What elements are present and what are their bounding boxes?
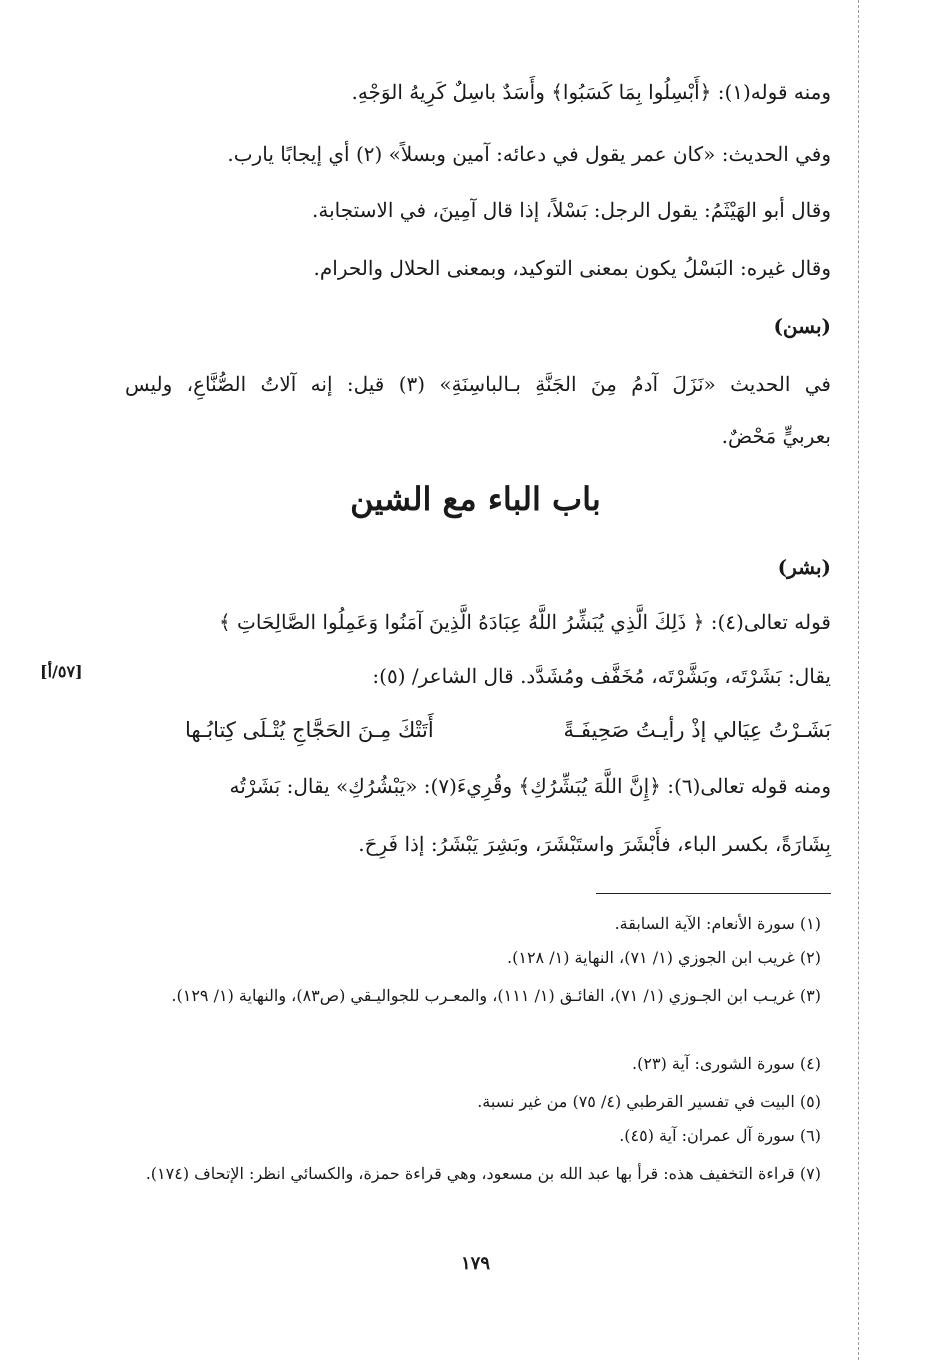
body-line: بِشَارَةً، بكسر الباء، فأَبْشَرَ واستَبْشَرَ، وبَشِرَ يَبْشَرُ: إذا فَرِحَ. bbox=[358, 832, 831, 856]
footnote: (٤) سورة الشورى: آية (٢٣). bbox=[632, 1054, 821, 1073]
chapter-title: باب الباء مع الشين bbox=[350, 480, 601, 518]
margin-reference: [٥٧/أ] bbox=[40, 662, 83, 681]
body-line: قوله تعالى(٤): ﴿ ذَلِكَ الَّذِي يُبَشِّرُ اللَّهُ عِبَادَهُ الَّذِينَ آمَنُوا وَعَمِلُوا الصَّالِحَاتِ ﴾ bbox=[218, 610, 831, 634]
page-number: ١٧٩ bbox=[460, 1253, 490, 1274]
body-line: ومنه قوله تعالى(٦): ﴿إِنَّ اللَّهَ يُبَشِّرُكِ﴾ وقُرِيءَ(٧): «يَبْشُرُكِ» يقال: بَشَرْتُه bbox=[229, 774, 831, 798]
footnote: (١) سورة الأنعام: الآية السابقة. bbox=[614, 914, 821, 933]
scan-edge bbox=[858, 0, 859, 1360]
body-line: في الحديث «نَزَلَ آدمُ مِنَ الجَنَّةِ بـالباسِنَةِ» (٣) قيل: إنه آلاتُ الصُّنَّاعِ، وليس bbox=[125, 372, 831, 396]
footnote: (٥) البيت في تفسير القرطبي (٤/ ٧٥) من غير نسبة. bbox=[477, 1092, 821, 1111]
verse-first-hemistich: بَشَـرْتُ عِيَالي إذْ رأيـتُ صَحِيفَـةً bbox=[563, 718, 831, 742]
poetry-verse bbox=[185, 718, 831, 742]
body-line: وقال أبو الهَيْثَمُ: يقول الرجل: بَسْلاً، إذا قال آمِينَ، في الاستجابة. bbox=[312, 198, 831, 222]
entry-heading: (بشر) bbox=[777, 555, 831, 579]
footnote: (٢) غريب ابن الجوزي (١/ ٧١)، النهاية (١/ ١٢٨). bbox=[507, 948, 821, 967]
body-line: ومنه قوله(١): ﴿أَبْسِلُوا بِمَا كَسَبُوا﴾ وأَسَدٌ باسِلٌ كَرِيهُ الوَجْهِ. bbox=[351, 80, 831, 104]
footnote: (٣) غريـب ابن الجـوزي (١/ ٧١)، الفائـق (١/ ١١١)، والمعـرب للجواليـقي (ص٨٣)، والنهاية (١/ ١٢٩). bbox=[171, 986, 821, 1005]
body-line: وفي الحديث: «كان عمر يقول في دعائه: آمين وبسلاً» (٢) أي إيجابًا يارب. bbox=[227, 142, 831, 166]
body-line: وقال غيره: البَسْلُ يكون بمعنى التوكيد، وبمعنى الحلال والحرام. bbox=[313, 256, 831, 280]
entry-heading: (بسن) bbox=[773, 314, 831, 338]
body-line: يقال: بَشَرْتَه، وبَشَّرْتَه، مُخَفَّف ومُشَدَّد. قال الشاعر/ (٥): bbox=[372, 664, 831, 688]
footnote: (٦) سورة آل عمران: آية (٤٥). bbox=[619, 1126, 821, 1145]
footnote: (٧) قراءة التخفيف هذه: قرأ بها عبد الله بن مسعود، وهي قراءة حمزة، والكسائي انظر: الإتحاف (١٧٤). bbox=[145, 1164, 821, 1183]
footnote-separator bbox=[596, 893, 831, 894]
body-line: بعربيٍّ مَحْضٌ. bbox=[721, 424, 831, 448]
verse-second-hemistich: أَتَتْكَ مِـنَ الحَجَّاجِ يُتْـلَى كِتابُـها bbox=[185, 718, 434, 742]
